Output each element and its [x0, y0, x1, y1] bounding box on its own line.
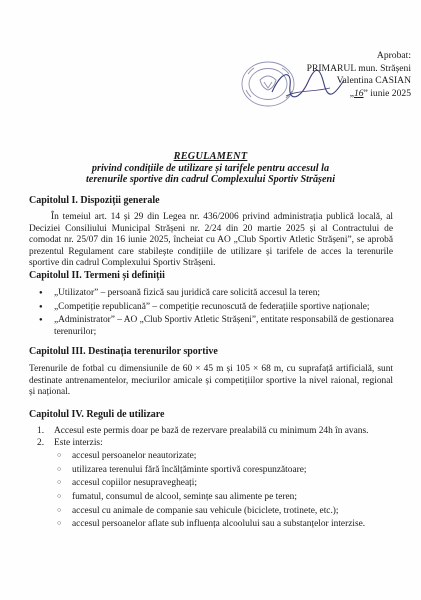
definitions-list [37, 288, 397, 340]
chapter-3-heading: Capitolul III. Destinația terenurilor sportive [29, 346, 218, 357]
mayor-name: Valentina CASIAN [336, 75, 411, 87]
approval-date-rest: iunie 2025 [367, 87, 411, 99]
chapter-1-heading: Capitolul I. Dispoziții generale [29, 195, 160, 206]
mayor-title: PRIMARUL mun. Strășeni [306, 62, 411, 74]
rule-text: Accesul este permis doar pe bază de rezervare prealabilă cu minimum 24h în avans. [54, 426, 369, 436]
title-line-1: privind condițiile de utilizare și tarifele pentru accesul la [91, 162, 330, 174]
forbidden-item: ○ accesul persoanelor aflate sub influența alcoolului sau a substanțelor interzise. [54, 519, 397, 531]
document-title [20, 151, 401, 186]
rule-item-1 [37, 426, 397, 438]
approval-date-day: 16 [353, 87, 364, 99]
rule-text: Este interzis: [54, 437, 103, 448]
approval-label: Aprobat: [376, 50, 411, 61]
definition-item: ● „Competiție republicană” – competiție recunoscută de federațiile sportive naționale; [37, 302, 397, 314]
title-line-2: terenurile sportive din cadrul Complexului Sportiv Strășeni [85, 174, 336, 186]
chapter-2-heading: Capitolul II. Termeni și definiții [29, 270, 165, 281]
chapter-1-text: În temeiul art. 14 și 29 din Legea nr. 436/2006 privind administrația publică locală, al Deciziei Consiliului Municipal Strășeni nr. 2/24 din 20 martie 2025 și al Contractului de comodat nr. 25/07 din 16 iunie 2025, încheiat cu AO „Club Sportiv Atletic Strășeni”, se aprobă prezentul Regulament care stabilește condițiile de utilizare și tarifele de acces la terenurile sportive din cadrul Complexului Sportiv Strășeni. [29, 212, 393, 269]
rule-number: 2. [37, 437, 45, 448]
forbidden-item: ○ accesul persoanelor neautorizate; [54, 451, 397, 463]
forbidden-item: ○ accesul cu animale de companie sau vehicule (biciclete, trotinete, etc.); [54, 506, 397, 518]
approval-block [281, 50, 411, 100]
forbidden-item: ○ fumatul, consumul de alcool, semințe sau alimente pe teren; [54, 492, 397, 504]
chapter-3-paragraph: Terenurile de fotbal cu dimensiunile de 60 × 45 m și 105 × 68 m, cu suprafață artificială, sunt destinate antrenamentelor, meciurilor amicale și competițiilor sportive la nivel raional, regional și național. [29, 364, 393, 398]
chapter-4-heading: Capitolul IV. Reguli de utilizare [29, 409, 165, 420]
definition-item: ● „Utilizator” – persoană fizică sau juridică care solicită accesul la teren; [37, 288, 397, 300]
definition-item: ● „Administrator” – AO „Club Sportiv Atletic Strășeni”, entitate responsabilă de gestionarea terenurilor; [37, 315, 397, 338]
forbidden-item: ○ accesul copiilor nesupravegheați; [54, 478, 397, 490]
rule-item-2 [37, 438, 397, 531]
usage-rules-list [37, 426, 397, 531]
forbidden-list [54, 451, 397, 531]
chapter-1-paragraph [29, 212, 393, 270]
forbidden-item: ○ utilizarea terenului fără încălțăminte sportivă corespunzătoare; [54, 465, 397, 477]
title-main: REGULAMENT [173, 151, 248, 162]
approval-date: „16” iunie 2025 [349, 87, 411, 99]
rule-number: 1. [37, 426, 45, 436]
